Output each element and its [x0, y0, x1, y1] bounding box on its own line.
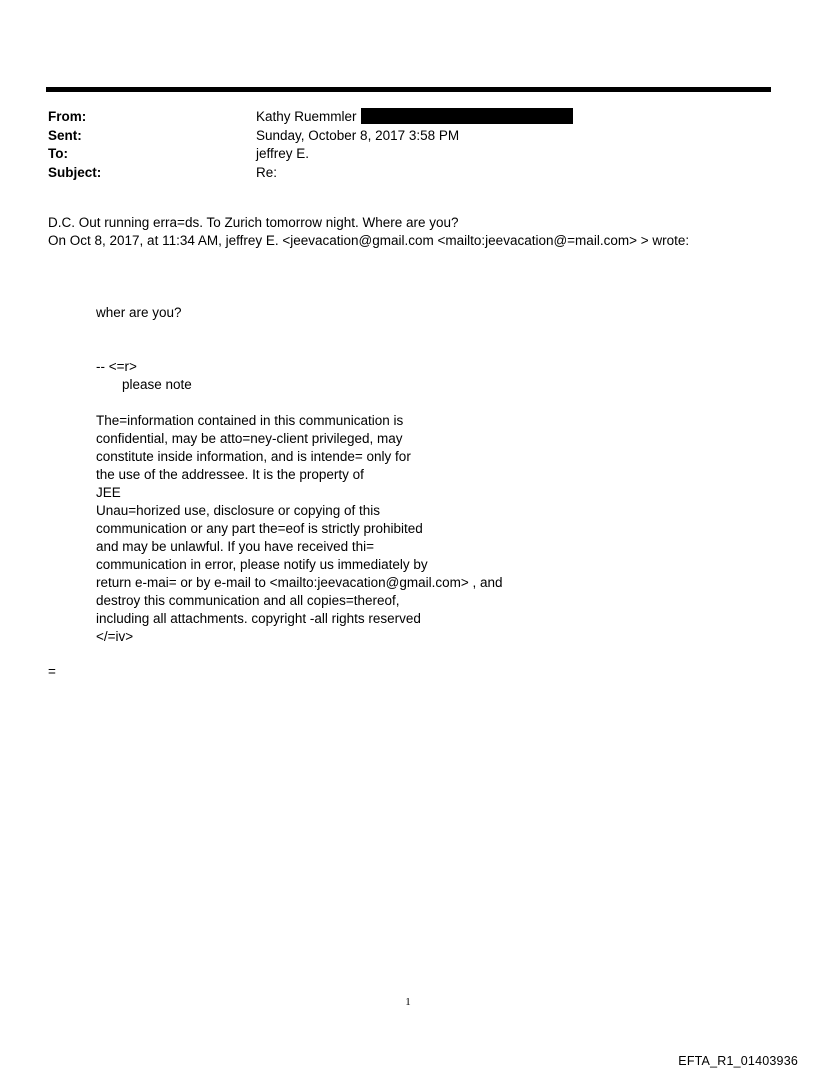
redaction-box — [361, 108, 573, 124]
header-divider — [46, 87, 771, 92]
from-row — [48, 108, 748, 127]
disclaimer-line: </=iv> — [96, 629, 134, 644]
disclaimer-line: The=information contained in this communication is — [96, 413, 404, 428]
disclaimer-line: Unau=horized use, disclosure or copying of this — [96, 503, 381, 518]
disclaimer-line: destroy this communication and all copies=thereof, — [96, 593, 400, 608]
to-value: jeffrey E. — [256, 146, 310, 161]
disclaimer-line: communication or any part the=eof is strictly prohibited — [96, 521, 423, 536]
disclaimer-line: constitute inside information, and is intende= only for — [96, 449, 411, 464]
reply-text: D.C. Out running erra=ds. To Zurich tomorrow night. Where are you? — [48, 215, 459, 230]
subject-row — [48, 164, 748, 183]
disclaimer-line: including all attachments. copyright -all rights reserved — [96, 611, 421, 626]
signature-marker: -- <=r> — [96, 359, 137, 374]
disclaimer-line: communication in error, please notify us immediately by — [96, 557, 428, 572]
from-label: From: — [48, 109, 87, 124]
to-row — [48, 145, 748, 164]
trailing-equals: = — [48, 664, 56, 679]
disclaimer-line: confidential, may be atto=ney-client privileged, may — [96, 431, 403, 446]
sender-name: Kathy Ruemmler — [256, 109, 357, 124]
to-label: To: — [48, 146, 68, 161]
email-header — [48, 108, 748, 182]
quote-attribution: On Oct 8, 2017, at 11:34 AM, jeffrey E. <jeevacation@gmail.com <mailto:jeevacation@=mail.com> > wrote: — [48, 233, 690, 248]
sent-value: Sunday, October 8, 2017 3:58 PM — [256, 127, 460, 143]
please-note: please note — [122, 377, 192, 392]
disclaimer-line: the use of the addressee. It is the property of — [96, 467, 364, 482]
subject-label: Subject: — [48, 164, 102, 180]
disclaimer-block — [96, 412, 503, 646]
disclaimer-line: JEE — [96, 485, 121, 500]
from-value — [256, 108, 573, 127]
sent-label: Sent: — [48, 127, 82, 143]
page-number: 1 — [405, 996, 411, 1008]
subject-value: Re: — [256, 164, 278, 180]
bates-number: EFTA_R1_01403936 — [678, 1054, 798, 1068]
disclaimer-line: and may be unlawful. If you have received thi= — [96, 539, 375, 554]
sent-row — [48, 127, 748, 146]
disclaimer-line: return e-mai= or by e-mail to <mailto:jeevacation@gmail.com> , and — [96, 575, 503, 590]
quoted-question: wher are you? — [96, 305, 182, 320]
